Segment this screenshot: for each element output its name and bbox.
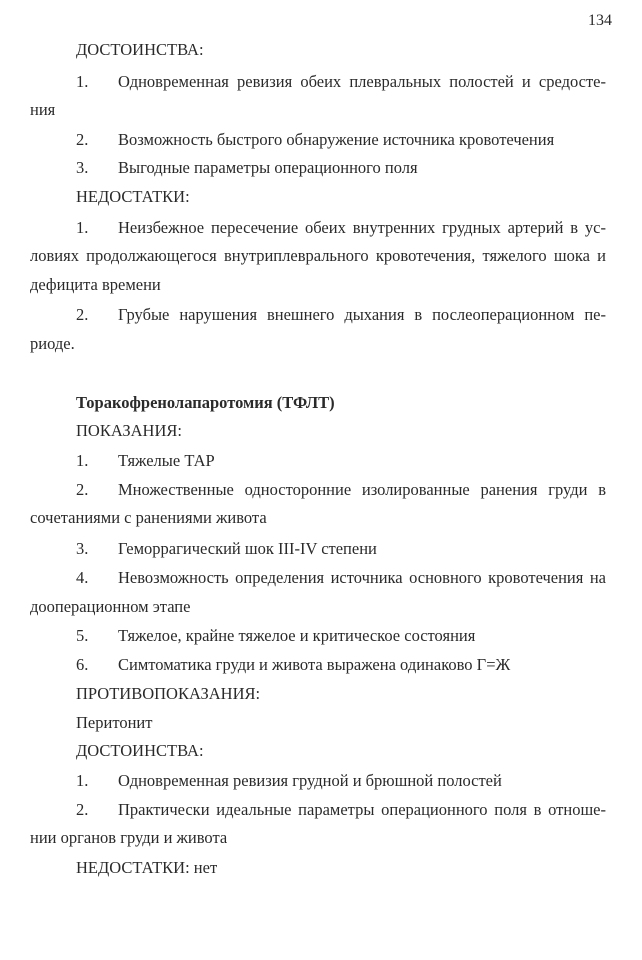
list-item-text-cont: риоде.: [30, 334, 75, 353]
list-item-text: Грубые нарушения внешнего дыхания в послеоперационном пе-: [118, 305, 606, 324]
list-item-text-cont: дефицита времени: [30, 275, 161, 294]
list-item-text: Одновременная ревизия обеих плевральных полостей и средосте-: [118, 72, 606, 91]
list-item-text: Геморрагический шок III-IV степени: [118, 539, 377, 558]
list-item-text-cont: нии органов груди и живота: [30, 828, 228, 847]
list-item-text: Тяжелое, крайне тяжелое и критическое состояния: [118, 626, 476, 645]
list-number: 2.: [76, 800, 89, 819]
list-number: 5.: [76, 626, 89, 645]
list-number: 2.: [76, 305, 89, 324]
contraindications-text: Перитонит: [76, 713, 153, 732]
list-number: 1.: [76, 451, 89, 470]
list-item-text: Невозможность определения источника основного кровотечения на: [118, 568, 606, 587]
list-item-text: Тяжелые ТАР: [118, 451, 215, 470]
list-item-text: Одновременная ревизия грудной и брюшной полостей: [118, 771, 502, 790]
list-item-text-cont: ловиях продолжающегося внутриплеврального кровотечения, тяжелого шока и: [30, 246, 606, 265]
contraindications-heading: ПРОТИВОПОКАЗАНИЯ:: [76, 684, 261, 703]
list-number: 3.: [76, 158, 89, 177]
list-number: 3.: [76, 539, 89, 558]
list-number: 1.: [76, 72, 89, 91]
list-item-text: Множественные односторонние изолированные ранения груди в: [118, 480, 606, 499]
list-number: 1.: [76, 771, 89, 790]
page-number: 134: [588, 12, 612, 29]
advantages-heading: ДОСТОИНСТВА:: [76, 741, 204, 760]
list-number: 4.: [76, 568, 89, 587]
section-title: Торакофренолапаротомия (ТФЛТ): [76, 393, 335, 412]
list-number: 2.: [76, 130, 89, 149]
list-item-text-cont: сочетаниями с ранениями живота: [30, 508, 267, 527]
advantages-heading: ДОСТОИНСТВА:: [76, 40, 204, 59]
list-number: 6.: [76, 655, 89, 674]
list-number: 2.: [76, 480, 89, 499]
disadvantages-text: НЕДОСТАТКИ: нет: [76, 858, 218, 877]
list-item-text: Выгодные параметры операционного поля: [118, 158, 418, 177]
list-item-text-cont: ния: [30, 100, 56, 119]
list-item-text: Неизбежное пересечение обеих внутренних грудных артерий в ус-: [118, 218, 606, 237]
list-item-text: Симтоматика груди и живота выражена одинаково Г=Ж: [118, 655, 511, 674]
indications-heading: ПОКАЗАНИЯ:: [76, 421, 182, 440]
list-item-text-cont: дооперационном этапе: [30, 597, 191, 616]
list-item-text: Практически идеальные параметры операционного поля в отноше-: [118, 800, 606, 819]
list-item-text: Возможность быстрого обнаружение источника кровотечения: [118, 130, 555, 149]
disadvantages-heading: НЕДОСТАТКИ:: [76, 187, 190, 206]
list-number: 1.: [76, 218, 89, 237]
